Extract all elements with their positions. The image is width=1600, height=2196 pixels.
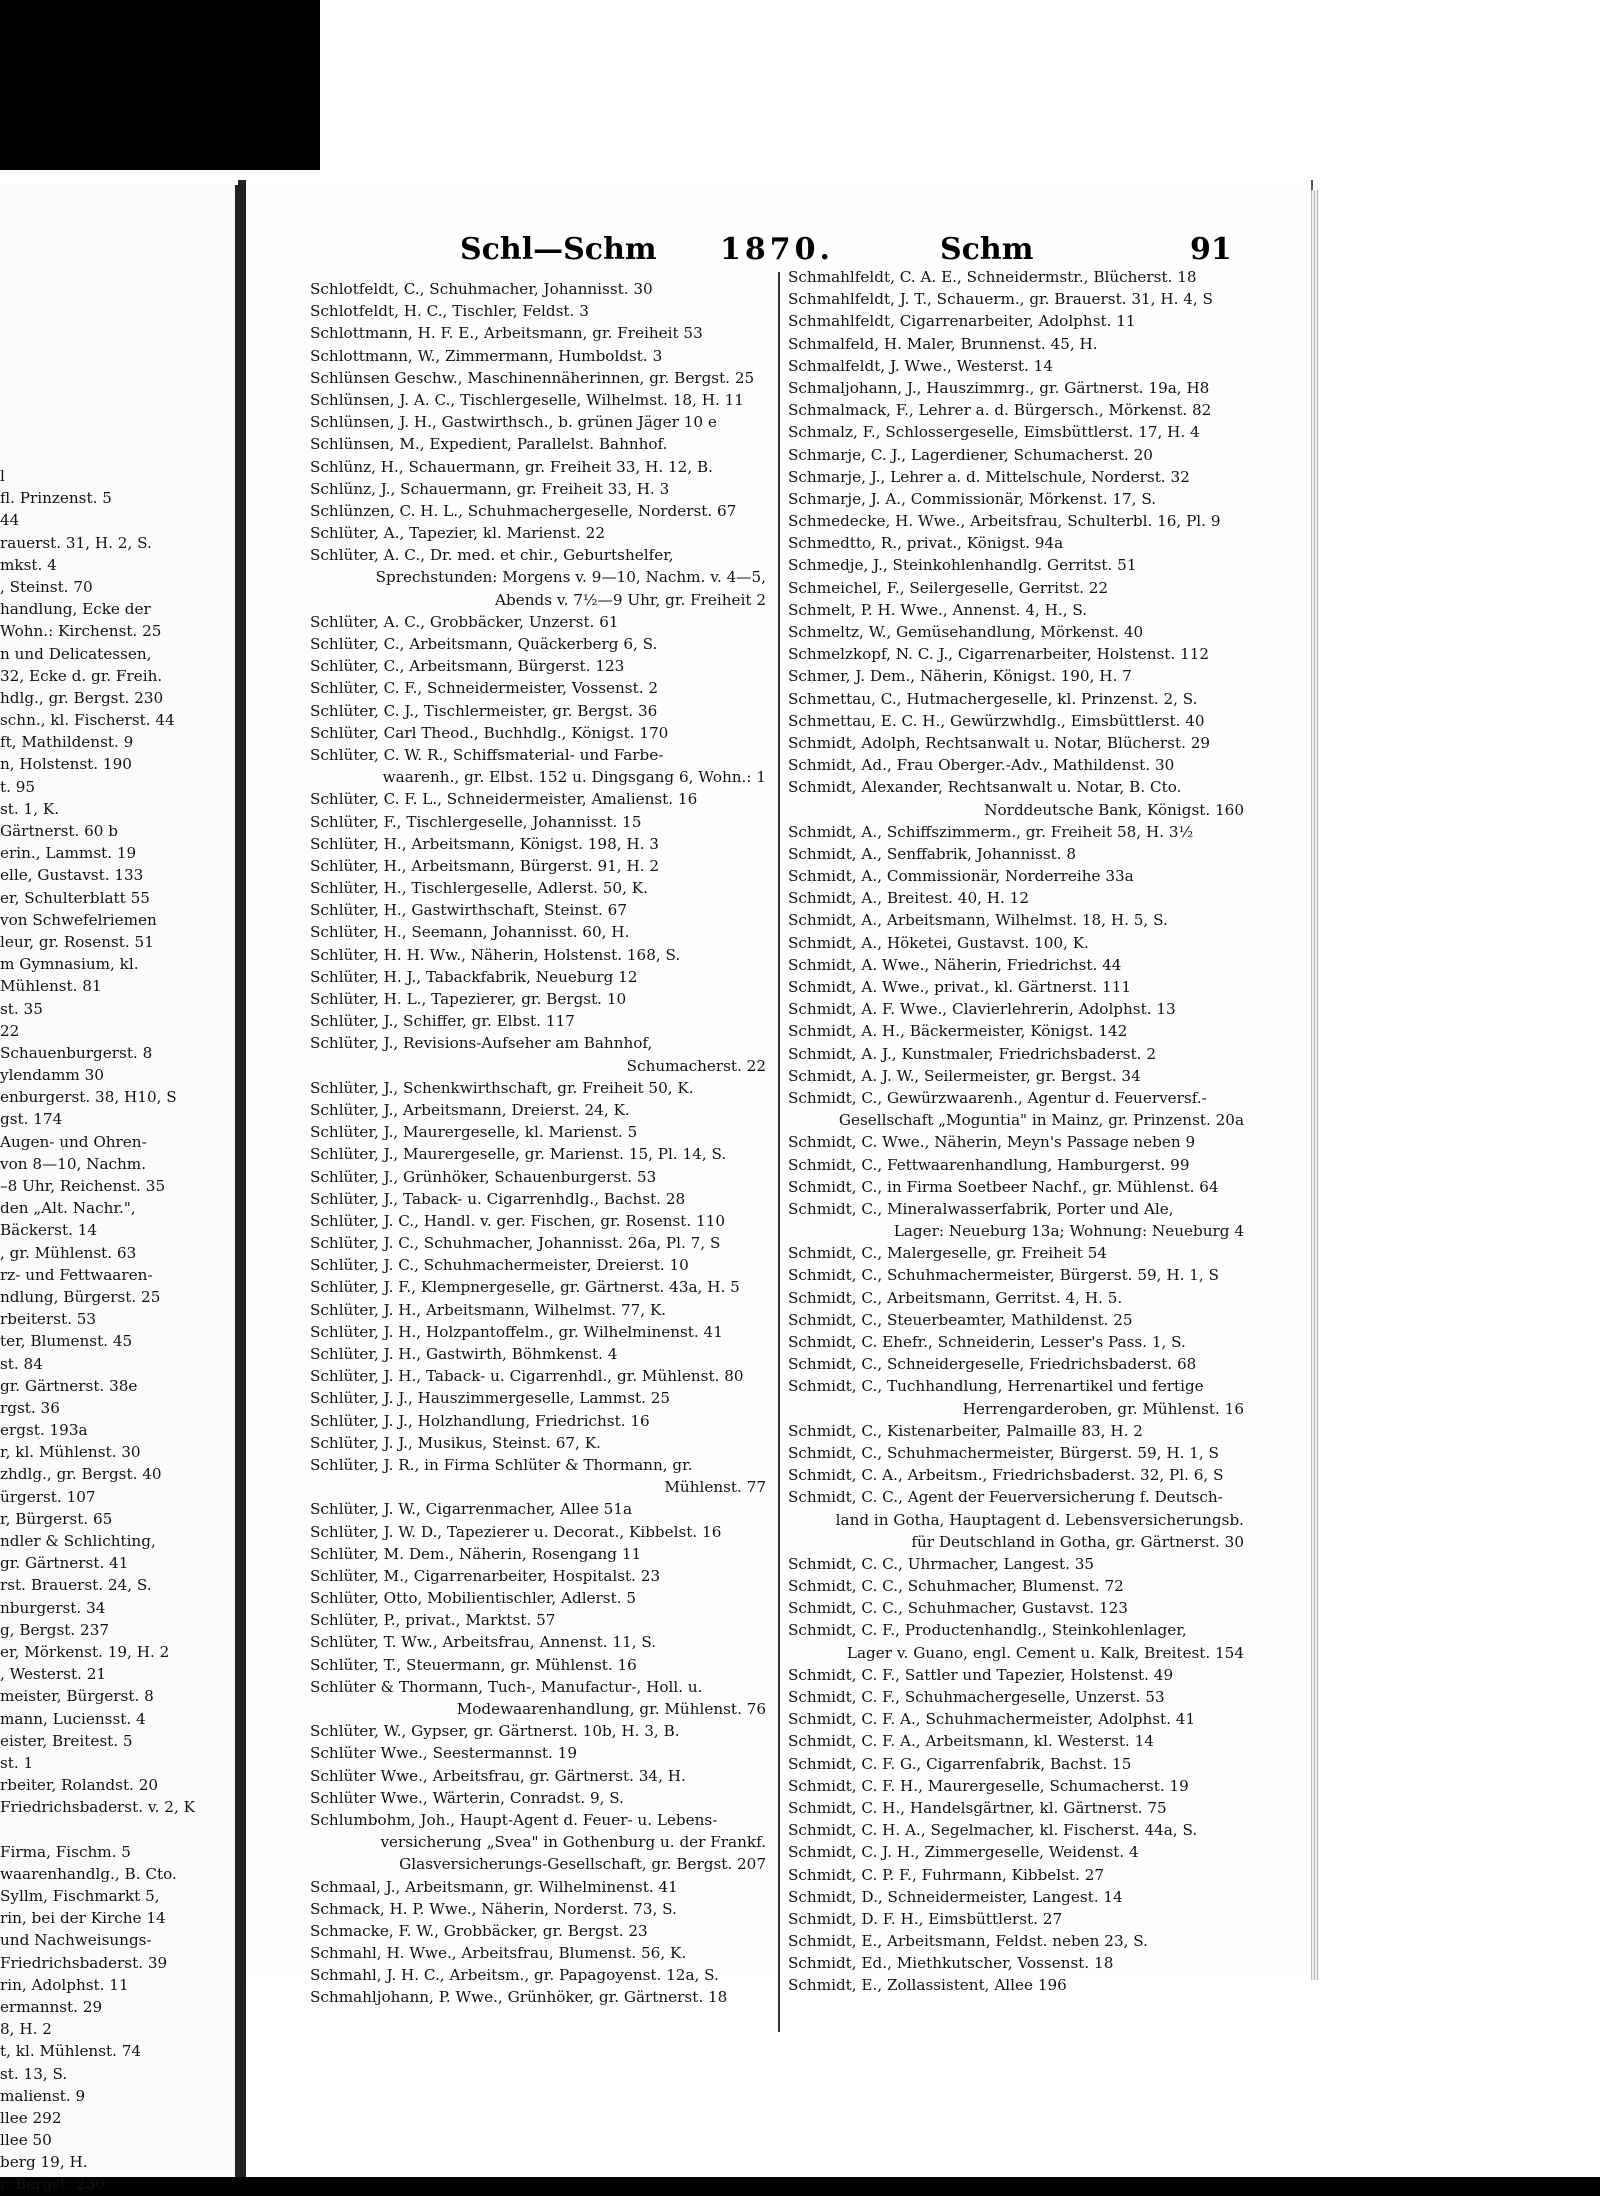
directory-entry: Schlüter, H., Tischlergeselle, Adlerst. 50, K.: [310, 879, 648, 898]
directory-entry-continuation: Schumacherst. 22: [626, 1056, 766, 1075]
directory-entry: Schlüter, H. J., Tabackfabrik, Neueburg 12: [310, 967, 638, 986]
directory-entry: Schlüter, J. W. D., Tapezierer u. Decorat., Kibbelst. 16: [310, 1522, 722, 1541]
left-page-fragment: g, Bergst. 237: [0, 1620, 110, 1639]
directory-entry-continuation: Norddeutsche Bank, Königst. 160: [984, 800, 1244, 819]
left-page-fragment: Gärtnerst. 60 b: [0, 822, 119, 840]
directory-entry: Schmidt, C. C., Schuhmacher, Gustavst. 123: [788, 1599, 1128, 1618]
directory-entry: Schlüter, C. F. L., Schneidermeister, Amalienst. 16: [310, 790, 698, 809]
directory-entry: Schmidt, C., Fettwaarenhandlung, Hamburgerst. 99: [788, 1155, 1190, 1174]
left-page-fragment: Augen- und Ohren-: [0, 1132, 147, 1151]
left-page-fragment: meister, Bürgerst. 8: [0, 1687, 154, 1706]
directory-entry: Schmidt, A., Breitest. 40, H. 12: [788, 889, 1029, 908]
directory-entry: Schlüter, J. H., Taback- u. Cigarrenhdl., gr. Mühlenst. 80: [310, 1367, 744, 1386]
directory-entry-continuation: Modewaarenhandlung, gr. Mühlenst. 76: [456, 1700, 766, 1718]
left-page-fragment: erin., Lammst. 19: [0, 844, 137, 863]
directory-entry: Schmelzkopf, N. C. J., Cigarrenarbeiter, Holstenst. 112: [788, 645, 1210, 664]
directory-entry: Schmidt, A. F. Wwe., Clavierlehrerin, Adolphst. 13: [788, 1000, 1176, 1019]
left-page-fragment: Syllm, Fischmarkt 5,: [0, 1887, 160, 1905]
directory-entry: Schmettau, E. C. H., Gewürzwhdlg., Eimsbüttlerst. 40: [788, 711, 1205, 730]
directory-entry: Schlüter, P., privat., Marktst. 57: [310, 1611, 556, 1630]
directory-entry: Schlüter, J. H., Gastwirth, Böhmkenst. 4: [310, 1345, 618, 1363]
left-page-fragment: ft, Mathildenst. 9: [0, 733, 134, 752]
directory-entry: Schmidt, C. F., Sattler und Tapezier, Holstenst. 49: [788, 1665, 1174, 1684]
left-page-fragment: llee 50: [0, 2131, 52, 2150]
page-bottom-margin: [246, 1980, 1316, 2177]
left-page-fragment: t, kl. Mühlenst. 74: [0, 2042, 142, 2061]
directory-entry: Schmidt, C., Kistenarbeiter, Palmaille 83, H. 2: [788, 1421, 1143, 1440]
directory-entry: Schlüter, J., Schenkwirthschaft, gr. Freiheit 50, K.: [310, 1078, 694, 1097]
left-page-fragment: ndler & Schlichting,: [0, 1532, 156, 1550]
left-page-fragment: von Schwefelriemen: [0, 910, 157, 929]
left-page-fragment: , Westerst. 21: [0, 1665, 107, 1684]
left-page-fragment: enburgerst. 38, H10, S: [0, 1088, 177, 1107]
directory-entry: Schlüter, J. F., Klempnergeselle, gr. Gärtnerst. 43a, H. 5: [310, 1278, 740, 1297]
directory-entry-continuation: versicherung „Svea" in Gothenburg u. der Frankf.: [380, 1833, 766, 1852]
directory-entry: Schlüter, J. C., Schuhmachermeister, Dreierst. 10: [310, 1256, 689, 1275]
directory-entry: Schlüter, J., Arbeitsmann, Dreierst. 24, K.: [310, 1100, 630, 1119]
left-page-fragment: –8 Uhr, Reichenst. 35: [0, 1177, 166, 1195]
left-page-fragment: berg 19, H.: [0, 2153, 88, 2172]
directory-entry: Schmidt, A., Commissionär, Norderreihe 33a: [788, 867, 1134, 886]
directory-entry: Schmalfeldt, J. Wwe., Westerst. 14: [788, 356, 1053, 375]
left-page-fragment: Friedrichsbaderst. v. 2, K: [0, 1798, 195, 1817]
directory-entry: Schmidt, D. F. H., Eimsbüttlerst. 27: [788, 1909, 1063, 1928]
directory-entry-continuation: Glasversicherungs-Gesellschaft, gr. Bergst. 207: [399, 1855, 766, 1874]
directory-entry: Schmacke, F. W., Grobbäcker, gr. Bergst. 23: [310, 1921, 648, 1940]
directory-entry: Schlüter, J., Revisions-Aufseher am Bahnhof,: [310, 1034, 653, 1053]
directory-entry: Schmidt, C., in Firma Soetbeer Nachf., gr. Mühlenst. 64: [788, 1177, 1219, 1196]
column-divider: [778, 272, 780, 2032]
directory-entry: Schlüter, J., Schiffer, gr. Elbst. 117: [310, 1012, 575, 1031]
directory-entry: Schmidt, A. J. W., Seilermeister, gr. Bergst. 34: [788, 1066, 1141, 1085]
directory-entry: Schlüter, M. Dem., Näherin, Rosengang 11: [310, 1544, 642, 1563]
left-page-fragment: waarenhandlg., B. Cto.: [0, 1864, 177, 1883]
left-page-fragment: Schauenburgerst. 8: [0, 1043, 153, 1062]
directory-entry: Schmeltz, W., Gemüsehandlung, Mörkenst. 40: [788, 623, 1144, 641]
directory-entry: Schlumbohm, Joh., Haupt-Agent d. Feuer- u. Lebens-: [310, 1810, 718, 1829]
directory-entry: Schmaal, J., Arbeitsmann, gr. Wilhelminenst. 41: [310, 1877, 678, 1896]
directory-entry: Schmidt, C. F. H., Maurergeselle, Schumacherst. 19: [788, 1776, 1189, 1795]
directory-entry: Schlüter, H., Gastwirthschaft, Steinst. 67: [310, 901, 628, 920]
directory-entry: Schlüter, T. Ww., Arbeitsfrau, Annenst. 11, S.: [310, 1633, 657, 1652]
left-page-fragment: 8, H. 2: [0, 2020, 52, 2039]
directory-entry: Schlüter, J., Taback- u. Cigarrenhdlg., Bachst. 28: [310, 1189, 686, 1208]
left-page-fragment: ndlung, Bürgerst. 25: [0, 1287, 161, 1306]
directory-entry-continuation: waarenh., gr. Elbst. 152 u. Dingsgang 6, Wohn.: 1: [382, 768, 766, 787]
directory-entry: Schmidt, C. H. A., Segelmacher, kl. Fischerst. 44a, S.: [788, 1821, 1198, 1840]
header-left-range: Schl—Schm: [460, 232, 657, 267]
left-page-fragment: 32, Ecke d. gr. Freih.: [0, 666, 163, 685]
directory-entry: Schlüter, J. C., Handl. v. ger. Fischen, gr. Rosenst. 110: [310, 1211, 726, 1230]
directory-entry: Schlüter, C. J., Tischlermeister, gr. Bergst. 36: [310, 701, 658, 720]
directory-entry: Schlüter, J., Grünhöker, Schauenburgerst. 53: [310, 1167, 657, 1186]
left-page-fragment: Friedrichsbaderst. 39: [0, 1953, 168, 1972]
left-page-fragment: elle, Gustavst. 133: [0, 866, 144, 885]
directory-entry: Schlüter, W., Gypser, gr. Gärtnerst. 10b, H. 3, B.: [310, 1722, 680, 1741]
left-page-fragment: Firma, Fischm. 5: [0, 1842, 131, 1861]
directory-entry: Schlüter, J. H., Holzpantoffelm., gr. Wilhelminenst. 41: [310, 1322, 723, 1341]
left-page-fragment: Mühlenst. 81: [0, 977, 102, 996]
directory-column-right: [788, 266, 1250, 1997]
directory-entry-continuation: Mühlenst. 77: [664, 1478, 766, 1497]
directory-column-left: [310, 278, 772, 2009]
left-page-fragment: den „Alt. Nachr.",: [0, 1199, 136, 1218]
directory-entry: Schmidt, Adolph, Rechtsanwalt u. Notar, Blücherst. 29: [788, 733, 1211, 752]
directory-entry: Schlüter, C., Arbeitsmann, Quäckerberg 6, S.: [310, 635, 658, 653]
left-page-fragment: rgst. 36: [0, 1398, 60, 1417]
directory-entry: Schlüter, A. C., Dr. med. et chir., Geburtshelfer,: [310, 546, 674, 565]
left-page-fragment: 44: [0, 511, 20, 530]
directory-entry: Schmidt, A. H., Bäckermeister, Königst. 142: [788, 1022, 1128, 1041]
directory-entry: Schlotfeldt, H. C., Tischler, Feldst. 3: [310, 302, 589, 321]
directory-entry: Schmidt, C. C., Uhrmacher, Langest. 35: [788, 1554, 1095, 1573]
directory-entry: Schmalz, F., Schlossergeselle, Eimsbüttlerst. 17, H. 4: [788, 423, 1200, 442]
directory-entry: Schlüter, T., Steuermann, gr. Mühlenst. 16: [310, 1655, 637, 1674]
scan-dark-corner: [0, 0, 320, 170]
directory-entry: Schlüter Wwe., Wärterin, Conradst. 9, S.: [310, 1788, 624, 1807]
directory-entry: Schmidt, C. Wwe., Näherin, Meyn's Passage neben 9: [788, 1133, 1196, 1152]
left-page-fragment: , gr. Mühlenst. 63: [0, 1243, 137, 1262]
directory-entry: Schmidt, C. A., Arbeitsm., Friedrichsbaderst. 32, Pl. 6, S: [788, 1466, 1224, 1485]
directory-entry: Schlünsen, J. A. C., Tischlergeselle, Wilhelmst. 18, H. 11: [310, 390, 744, 409]
left-page-fragment: handlung, Ecke der: [0, 600, 151, 619]
directory-entry: Schlüter, H., Arbeitsmann, Königst. 198, H. 3: [310, 834, 659, 853]
header-year: 1870.: [720, 232, 834, 267]
directory-entry: Schmedtto, R., privat., Königst. 94a: [788, 534, 1064, 553]
directory-entry: Schmidt, E., Zollassistent, Allee 196: [788, 1976, 1067, 1995]
directory-entry: Schlüter, A., Tapezier, kl. Marienst. 22: [310, 524, 606, 543]
left-page-fragment: und Nachweisungs-: [0, 1931, 152, 1950]
directory-entry: Schmarje, C. J., Lagerdiener, Schumacherst. 20: [788, 445, 1153, 464]
directory-entry: Schlünsen, M., Expedient, Parallelst. Bahnhof.: [310, 435, 668, 454]
left-page-fragment: r, kl. Mühlenst. 30: [0, 1443, 141, 1462]
directory-entry: Schmahlfeldt, Cigarrenarbeiter, Adolphst. 11: [788, 312, 1136, 331]
directory-entry: Schmedecke, H. Wwe., Arbeitsfrau, Schulterbl. 16, Pl. 9: [788, 512, 1221, 531]
directory-entry: Schlotfeldt, C., Schuhmacher, Johannisst. 30: [310, 280, 653, 298]
directory-entry: Schlünzen, C. H. L., Schuhmachergeselle, Norderst. 67: [310, 501, 737, 520]
directory-entry: Schlüter, A. C., Grobbäcker, Unzerst. 61: [310, 612, 619, 631]
directory-entry-continuation: Gesellschaft „Moguntia" in Mainz, gr. Prinzenst. 20a: [838, 1111, 1244, 1130]
directory-entry: Schlüter, C. W. R., Schiffsmaterial- und Farbe-: [310, 745, 664, 764]
directory-entry: Schmettau, C., Hutmachergeselle, kl. Prinzenst. 2, S.: [788, 689, 1198, 708]
left-page-fragment: eister, Breitest. 5: [0, 1731, 133, 1750]
directory-entry: Schmelt, P. H. Wwe., Annenst. 4, H., S.: [788, 600, 1088, 619]
directory-entry: Schlüter, H., Seemann, Johannisst. 60, H.: [310, 923, 630, 942]
directory-entry-continuation: land in Gotha, Hauptagent d. Lebensversicherungsb.: [835, 1510, 1244, 1529]
directory-entry-continuation: Lager: Neueburg 13a; Wohnung: Neueburg 4: [893, 1222, 1244, 1241]
directory-entry: Schlüter, Carl Theod., Buchhdlg., Königst. 170: [310, 723, 669, 742]
directory-entry: Schmidt, C., Mineralwasserfabrik, Porter und Ale,: [788, 1199, 1174, 1218]
left-page-fragment: Bäckerst. 14: [0, 1221, 98, 1240]
left-page-fragment: , Steinst. 70: [0, 577, 93, 596]
page-number: 91: [1190, 232, 1232, 267]
left-page-fragment: schn., kl. Fischerst. 44: [0, 711, 175, 730]
directory-entry: Schlüter, H. H. Ww., Näherin, Holstenst. 168, S.: [310, 945, 681, 964]
directory-entry: Schmidt, Ad., Frau Oberger.-Adv., Mathildenst. 30: [788, 756, 1175, 775]
left-page-fragment: st. 84: [0, 1354, 43, 1373]
directory-entry: Schmidt, C., Steuerbeamter, Mathildenst. 25: [788, 1310, 1133, 1329]
left-page: [0, 185, 238, 2194]
left-page-fragment: st. 1: [0, 1753, 34, 1772]
directory-entry: Schlüter, M., Cigarrenarbeiter, Hospitalst. 23: [310, 1566, 661, 1585]
left-page-fragment: gr. Gärtnerst. 41: [0, 1554, 129, 1573]
left-page-fragment: r, Bürgerst. 65: [0, 1509, 113, 1528]
left-page-fragment: rin, bei der Kirche 14: [0, 1909, 166, 1928]
directory-entry: Schlünz, J., Schauermann, gr. Freiheit 33, H. 3: [310, 479, 670, 498]
directory-entry: Schlüter, Otto, Mobilientischler, Adlerst. 5: [310, 1589, 637, 1608]
left-page-fragment: llee 292: [0, 2108, 62, 2127]
directory-entry: Schmidt, A. Wwe., privat., kl. Gärtnerst. 111: [788, 978, 1132, 996]
left-page-fragment: ermannst. 29: [0, 1997, 103, 2016]
left-page-fragment: rbeiterst. 53: [0, 1310, 97, 1329]
left-page-fragment: rauerst. 31, H. 2, S.: [0, 533, 152, 552]
left-page-fragment: [0, 1818, 232, 1840]
directory-entry: Schmidt, D., Schneidermeister, Langest. 14: [788, 1887, 1123, 1906]
left-page-fragment: rz- und Fettwaaren-: [0, 1265, 153, 1284]
directory-entry: Schmeichel, F., Seilergeselle, Gerritst. 22: [788, 578, 1109, 597]
page-edge: [1311, 190, 1319, 1980]
directory-entry: Schlüter, C. F., Schneidermeister, Vossenst. 2: [310, 679, 659, 698]
left-page-fragment: m Gymnasium, kl.: [0, 955, 139, 974]
directory-entry: Schlüter, J. R., in Firma Schlüter & Thormann, gr.: [310, 1455, 693, 1474]
left-page-fragment: er, Schulterblatt 55: [0, 888, 150, 907]
directory-entry: Schmarje, J. A., Commissionär, Mörkenst. 17, S.: [788, 489, 1157, 508]
left-page-fragment: rbeiter, Rolandst. 20: [0, 1776, 159, 1795]
directory-entry: Schmidt, C., Arbeitsmann, Gerritst. 4, H. 5.: [788, 1288, 1123, 1307]
left-page-fragment: er, Mörkenst. 19, H. 2: [0, 1642, 170, 1661]
directory-entry: Schmarje, J., Lehrer a. d. Mittelschule, Norderst. 32: [788, 467, 1190, 486]
directory-entry: Schmidt, A., Arbeitsmann, Wilhelmst. 18, H. 5, S.: [788, 911, 1168, 930]
left-page-fragment: t. 95: [0, 777, 36, 796]
left-page-fragment: rst. Brauerst. 24, S.: [0, 1576, 152, 1595]
left-page-fragment: st. 35: [0, 999, 43, 1018]
left-page-fragment: fl. Prinzenst. 5: [0, 489, 112, 508]
left-page-fragment: 22: [0, 1021, 20, 1040]
left-page-fragment: ürgerst. 107: [0, 1487, 96, 1506]
directory-entry: Schmahl, J. H. C., Arbeitsm., gr. Papagoyenst. 12a, S.: [310, 1966, 719, 1985]
directory-entry-continuation: für Deutschland in Gotha, gr. Gärtnerst. 30: [911, 1532, 1244, 1551]
left-page-fragment: st. 1, K.: [0, 799, 60, 818]
directory-entry-continuation: Sprechstunden: Morgens v. 9—10, Nachm. v. 4—5,: [375, 568, 766, 587]
directory-entry: Schmidt, C. P. F., Fuhrmann, Kibbelst. 27: [788, 1865, 1105, 1884]
directory-entry: Schlüter, J. H., Arbeitsmann, Wilhelmst. 77, K.: [310, 1300, 667, 1319]
directory-entry: Schmidt, C. F. A., Arbeitsmann, kl. Westerst. 14: [788, 1732, 1154, 1751]
directory-entry: Schmidt, A. Wwe., Näherin, Friedrichst. 44: [788, 955, 1122, 974]
directory-entry: Schmidt, C., Schuhmachermeister, Bürgerst. 59, H. 1, S: [788, 1266, 1219, 1285]
left-page-fragment: n, Holstenst. 190: [0, 755, 132, 774]
directory-entry: Schlüter, J. J., Hauszimmergeselle, Lammst. 25: [310, 1389, 671, 1408]
directory-entry: Schlünz, H., Schauermann, gr. Freiheit 33, H. 12, B.: [310, 457, 713, 476]
directory-entry: Schmidt, C., Gewürzwaarenh., Agentur d. Feuerversf.-: [788, 1088, 1207, 1107]
directory-entry: Schlüter, C., Arbeitsmann, Bürgerst. 123: [310, 657, 625, 676]
left-page-fragment: ergst. 193a: [0, 1421, 88, 1440]
directory-entry: Schmidt, A., Schiffszimmerm., gr. Freiheit 58, H. 3½: [788, 822, 1194, 841]
directory-entry: Schmahlfeldt, C. A. E., Schneidermstr., Blücherst. 18: [788, 268, 1197, 286]
directory-entry: Schmalmack, F., Lehrer a. d. Bürgersch., Mörkenst. 82: [788, 401, 1212, 420]
left-page-fragment: leur, gr. Rosenst. 51: [0, 932, 154, 951]
directory-entry: Schmidt, C. C., Schuhmacher, Blumenst. 72: [788, 1577, 1124, 1596]
directory-entry-continuation: Lager v. Guano, engl. Cement u. Kalk, Breitest. 154: [846, 1643, 1244, 1662]
directory-entry: Schlüter, H., Arbeitsmann, Bürgerst. 91, H. 2: [310, 856, 660, 875]
directory-entry-continuation: Herrengarderoben, gr. Mühlenst. 16: [962, 1399, 1244, 1418]
directory-entry: Schmidt, A., Senffabrik, Johannisst. 8: [788, 844, 1077, 863]
directory-entry: Schmidt, C. F., Productenhandlg., Steinkohlenlager,: [788, 1621, 1187, 1640]
left-page-fragment: von 8—10, Nachm.: [0, 1154, 147, 1173]
directory-entry: Schmidt, C. F., Schuhmachergeselle, Unzerst. 53: [788, 1688, 1165, 1706]
left-page-fragment: ylendamm 30: [0, 1066, 104, 1085]
left-page-fragment: st. 13, S.: [0, 2064, 68, 2083]
left-page-fragment: malienst. 9: [0, 2086, 86, 2105]
directory-entry: Schmidt, C., Malergeselle, gr. Freiheit 54: [788, 1244, 1108, 1263]
directory-entry: Schmahl, H. Wwe., Arbeitsfrau, Blumenst. 56, K.: [310, 1944, 687, 1963]
directory-entry: Schlüter, J. J., Musikus, Steinst. 67, K.: [310, 1433, 601, 1452]
left-page-fragment: gst. 174: [0, 1110, 63, 1129]
directory-entry: Schmidt, C. F. A., Schuhmachermeister, Adolphst. 41: [788, 1710, 1196, 1729]
directory-entry: Schmalfeld, H. Maler, Brunnenst. 45, H.: [788, 334, 1098, 353]
directory-entry: Schmer, J. Dem., Näherin, Königst. 190, H. 7: [788, 667, 1132, 686]
header-right-range: Schm: [940, 232, 1034, 267]
directory-entry: Schmidt, C. J. H., Zimmergeselle, Weidenst. 4: [788, 1843, 1139, 1862]
left-page-fragment: ter, Blumenst. 45: [0, 1332, 133, 1351]
directory-entry: Schmidt, C. Ehefr., Schneiderin, Lesser's Pass. 1, S.: [788, 1333, 1186, 1351]
left-page-fragment: mann, Luciensst. 4: [0, 1709, 146, 1728]
directory-entry: Schlottmann, W., Zimmermann, Humboldst. 3: [310, 346, 663, 365]
directory-entry: Schlüter, J. C., Schuhmacher, Johannisst. 26a, Pl. 7, S: [310, 1234, 721, 1253]
left-page-fragment: n und Delicatessen,: [0, 644, 152, 663]
directory-entry: Schlüter, J. J., Holzhandlung, Friedrichst. 16: [310, 1411, 650, 1430]
left-page-fragment: zhdlg., gr. Bergst. 40: [0, 1465, 162, 1484]
left-page-fragment: r. Bergst. 230: [0, 2175, 105, 2194]
directory-entry: Schmidt, C. C., Agent der Feuerversicherung f. Deutsch-: [788, 1488, 1223, 1507]
left-page-fragment: l: [0, 467, 5, 485]
directory-entry-continuation: Abends v. 7½—9 Uhr, gr. Freiheit 2: [495, 590, 766, 609]
left-page-fragment: Wohn.: Kirchenst. 25: [0, 622, 162, 641]
directory-entry: Schlüter Wwe., Seestermannst. 19: [310, 1744, 578, 1763]
directory-entry: Schmedje, J., Steinkohlenhandlg. Gerritst. 51: [788, 556, 1137, 575]
directory-entry: Schmaljohann, J., Hauszimmrg., gr. Gärtnerst. 19a, H8: [788, 378, 1210, 397]
directory-entry: Schlüter & Thormann, Tuch-, Manufactur-, Holl. u.: [310, 1677, 703, 1696]
directory-entry: Schmidt, C. F. G., Cigarrenfabrik, Bachst. 15: [788, 1754, 1132, 1773]
left-page-fragment: mkst. 4: [0, 555, 57, 574]
directory-entry: Schmidt, C. H., Handelsgärtner, kl. Gärtnerst. 75: [788, 1798, 1167, 1817]
directory-entry: Schlüter, J., Maurergeselle, kl. Marienst. 5: [310, 1123, 638, 1142]
directory-entry: Schlüter, F., Tischlergeselle, Johannisst. 15: [310, 812, 642, 831]
directory-entry: Schmidt, C., Tuchhandlung, Herrenartikel und fertige: [788, 1377, 1204, 1396]
directory-entry: Schlottmann, H. F. E., Arbeitsmann, gr. Freiheit 53: [310, 324, 703, 343]
directory-entry: Schlüter, J., Maurergeselle, gr. Marienst. 15, Pl. 14, S.: [310, 1145, 727, 1164]
directory-entry: Schmack, H. P. Wwe., Näherin, Norderst. 73, S.: [310, 1899, 677, 1918]
directory-entry: Schmahlfeldt, J. T., Schauerm., gr. Brauerst. 31, H. 4, S: [788, 290, 1213, 309]
directory-entry: Schlünsen, J. H., Gastwirthsch., b. grünen Jäger 10 e: [310, 413, 717, 432]
left-page-fragment: rin, Adolphst. 11: [0, 1975, 129, 1994]
directory-entry: Schmidt, A., Höketei, Gustavst. 100, K.: [788, 933, 1089, 952]
directory-entry: Schmidt, Alexander, Rechtsanwalt u. Notar, B. Cto.: [788, 778, 1182, 797]
directory-entry: Schlünsen Geschw., Maschinennäherinnen, gr. Bergst. 25: [310, 368, 755, 387]
left-page-fragments: [0, 465, 232, 2196]
book-gutter: [238, 180, 246, 2177]
directory-entry: Schmidt, Ed., Miethkutscher, Vossenst. 18: [788, 1954, 1114, 1973]
directory-entry: Schmahljohann, P. Wwe., Grünhöker, gr. Gärtnerst. 18: [310, 1988, 728, 2007]
directory-entry: Schlüter, J. W., Cigarrenmacher, Allee 51a: [310, 1500, 633, 1519]
left-page-fragment: hdlg., gr. Bergst. 230: [0, 688, 164, 707]
left-page-fragment: gr. Gärtnerst. 38e: [0, 1376, 138, 1395]
left-page-fragment: nburgerst. 34: [0, 1598, 106, 1617]
directory-entry: Schmidt, C., Schneidergeselle, Friedrichsbaderst. 68: [788, 1355, 1197, 1374]
directory-entry: Schmidt, E., Arbeitsmann, Feldst. neben 23, S.: [788, 1932, 1148, 1951]
directory-entry: Schmidt, A. J., Kunstmaler, Friedrichsbaderst. 2: [788, 1044, 1156, 1063]
directory-entry: Schmidt, C., Schuhmachermeister, Bürgerst. 59, H. 1, S: [788, 1443, 1219, 1462]
directory-entry: Schlüter Wwe., Arbeitsfrau, gr. Gärtnerst. 34, H.: [310, 1766, 686, 1785]
directory-entry: Schlüter, H. L., Tapezierer, gr. Bergst. 10: [310, 990, 627, 1008]
